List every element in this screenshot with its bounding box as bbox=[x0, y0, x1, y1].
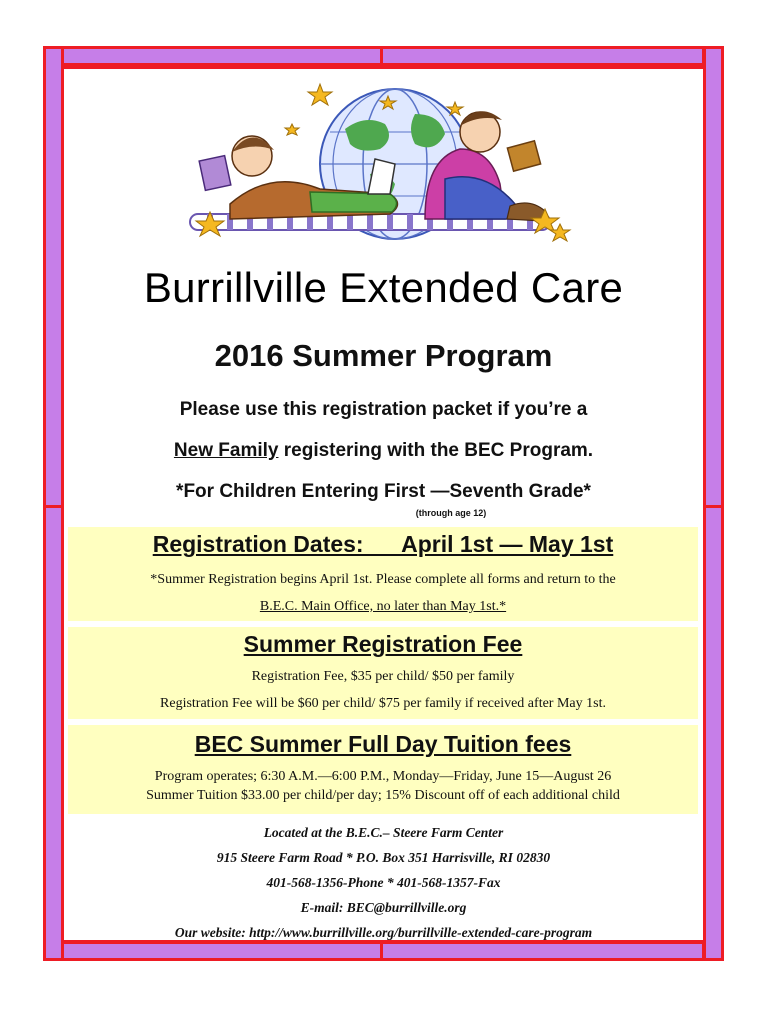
registration-fee-line-1: Registration Fee, $35 per child/ $50 per family bbox=[251, 669, 515, 684]
intro-line-2 bbox=[61, 440, 706, 462]
registration-dates-panel bbox=[68, 527, 698, 621]
frame-bar-bottom-right bbox=[380, 941, 705, 961]
frame-bar-right-lower bbox=[703, 505, 724, 961]
page-title: Burrillville Extended Care bbox=[143, 264, 624, 311]
frame-bar-top-right bbox=[380, 46, 705, 66]
tuition-heading: BEC Summer Full Day Tuition fees bbox=[194, 731, 572, 757]
frame-bar-right-upper bbox=[703, 46, 724, 508]
tuition-line-2: Summer Tuition $33.00 per child/per day; 15% Discount off of each additional child bbox=[146, 788, 620, 803]
tuition-panel bbox=[68, 725, 698, 814]
registration-dates-heading: Registration Dates: April 1st — May 1st bbox=[152, 531, 614, 557]
registration-fee-panel bbox=[68, 627, 698, 719]
intro-line-1: Please use this registration packet if you’re a bbox=[179, 399, 588, 420]
program-subtitle: 2016 Summer Program bbox=[214, 338, 553, 373]
reading-children-illustration bbox=[180, 74, 580, 254]
new-family-label: New Family bbox=[173, 440, 279, 461]
frame-bar-top-left bbox=[43, 46, 383, 66]
website-line[interactable]: Our website: http://www.burrillville.org/burrillville-extended-care-program bbox=[174, 925, 593, 940]
frame-bar-bottom-left bbox=[43, 941, 383, 961]
phone-fax-line: 401-568-1356-Phone * 401-568-1357-Fax bbox=[266, 875, 501, 890]
address-line: 915 Steere Farm Road * P.O. Box 351 Harrisville, RI 02830 bbox=[216, 850, 551, 865]
age-note: (through age 12) bbox=[415, 508, 487, 518]
grades-line: *For Children Entering First —Seventh Grade* bbox=[176, 481, 591, 502]
intro-line-2-rest: registering with the BEC Program. bbox=[278, 440, 594, 461]
registration-fee-heading: Summer Registration Fee bbox=[243, 631, 523, 657]
registration-dates-line-2: B.E.C. Main Office, no later than May 1st.* bbox=[259, 599, 507, 614]
location-line: Located at the B.E.C.– Steere Farm Center bbox=[263, 825, 504, 840]
tuition-line-1: Program operates; 6:30 A.M.—6:00 P.M., Monday—Friday, June 15—August 26 bbox=[154, 769, 612, 784]
registration-dates-line-1: *Summer Registration begins April 1st. Please complete all forms and return to the bbox=[150, 572, 616, 587]
email-line[interactable]: E-mail: BEC@burrillville.org bbox=[300, 900, 467, 915]
registration-fee-line-2: Registration Fee will be $60 per child/ $75 per family if received after May 1st. bbox=[160, 696, 606, 711]
